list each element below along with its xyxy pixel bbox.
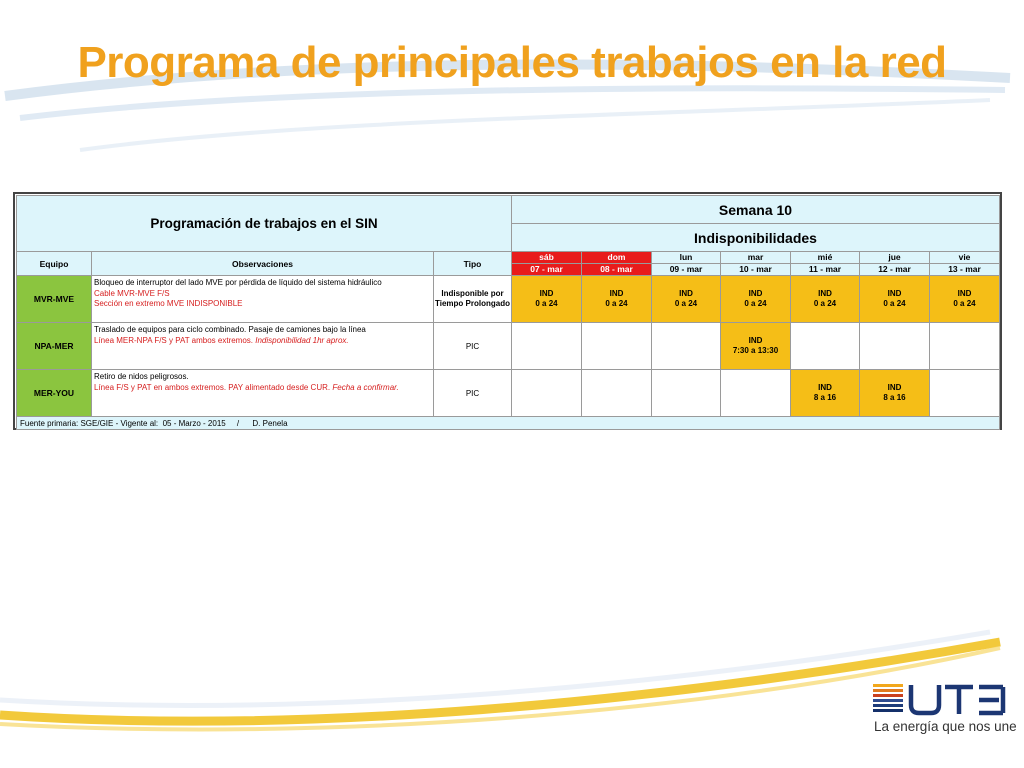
ind-hours: 0 a 24 — [744, 299, 767, 308]
tipo-cell — [434, 276, 512, 323]
col-tipo: Tipo — [434, 252, 512, 276]
day-date: 10 - mar — [721, 264, 791, 276]
obs-italic: Fecha a confirmar. — [332, 382, 399, 392]
logo-letters — [911, 685, 1003, 714]
ind-label: IND — [748, 335, 763, 345]
empty-cell — [930, 370, 1000, 417]
empty-cell — [652, 370, 721, 417]
day-name: mar — [721, 252, 791, 264]
ind-cell — [652, 276, 721, 323]
obs-italic: Indisponibilidad 1hr aprox. — [255, 335, 349, 345]
day-date: 11 - mar — [791, 264, 860, 276]
tipo-line: Tiempo Prolongado — [435, 299, 510, 308]
tipo-line: Indisponible por — [441, 288, 504, 298]
brand-slogan: La energía que nos une — [874, 719, 1017, 734]
day-date: 09 - mar — [652, 264, 721, 276]
ind-hours: 7:30 a 13:30 — [732, 346, 779, 355]
empty-cell — [582, 323, 652, 370]
empty-cell — [721, 370, 791, 417]
ind-label: IND — [818, 382, 832, 392]
empty-cell — [582, 370, 652, 417]
ind-label: IND — [539, 288, 554, 298]
tipo-cell: PIC — [434, 323, 512, 370]
equipo-cell: NPA-MER — [17, 323, 92, 370]
ind-label: IND — [609, 288, 624, 298]
day-date: 08 - mar — [582, 264, 652, 276]
day-name: vie — [930, 252, 1000, 264]
ind-hours: 8 a 16 — [813, 393, 837, 402]
table-row — [17, 323, 1000, 370]
ind-label: IND — [957, 288, 972, 298]
ind-hours: 0 a 24 — [813, 299, 837, 308]
week-label: Semana 10 — [512, 196, 1000, 224]
obs-line — [94, 383, 431, 394]
schedule-table — [16, 195, 1000, 430]
day-date: 13 - mar — [930, 264, 1000, 276]
empty-cell — [512, 370, 582, 417]
col-observaciones: Observaciones — [92, 252, 434, 276]
ind-label: IND — [887, 288, 902, 298]
ind-cell — [791, 370, 860, 417]
table-row — [17, 276, 1000, 323]
observaciones-cell — [92, 370, 434, 417]
observaciones-cell — [92, 276, 434, 323]
ind-cell — [860, 370, 930, 417]
obs-line: Sección en extremo MVE INDISPONIBLE — [94, 299, 243, 308]
ind-cell — [721, 276, 791, 323]
day-name: lun — [652, 252, 721, 264]
day-name: dom — [582, 252, 652, 264]
table-header-title: Programación de trabajos en el SIN — [17, 196, 512, 252]
ind-cell — [582, 276, 652, 323]
ind-hours: 0 a 24 — [605, 299, 628, 308]
page-title: Programa de principales trabajos en la red — [77, 38, 947, 87]
tipo-cell: PIC — [434, 370, 512, 417]
table-row — [17, 370, 1000, 417]
day-name: sáb — [512, 252, 582, 264]
ind-label: IND — [887, 382, 902, 392]
obs-line — [94, 336, 431, 347]
observaciones-cell — [92, 323, 434, 370]
obs-line: Traslado de equipos para ciclo combinado. Pasaje de camiones bajo la línea — [94, 325, 366, 334]
obs-line: Cable MVR-MVE F/S — [94, 288, 170, 298]
equipo-cell: MER-YOU — [17, 370, 92, 417]
ind-label: IND — [818, 288, 832, 298]
day-name: jue — [860, 252, 930, 264]
obs-line: Bloqueo de interruptor del lado MVE por pérdida de líquido del sistema hidráulico — [94, 278, 382, 287]
ind-hours: 8 a 16 — [883, 393, 906, 402]
obs-text: Línea MER-NPA F/S y PAT ambos extremos. — [94, 335, 254, 345]
ind-hours: 0 a 24 — [953, 299, 976, 308]
day-date: 07 - mar — [512, 264, 582, 276]
col-equipo: Equipo — [17, 252, 92, 276]
ind-hours: 0 a 24 — [883, 299, 906, 308]
ind-cell — [791, 276, 860, 323]
empty-cell — [791, 323, 860, 370]
empty-cell — [652, 323, 721, 370]
table-footer: Fuente primaria: SGE/GIE - Vigente al: 05 - Marzo - 2015 / D. Penela — [17, 417, 1000, 430]
obs-line: Retiro de nidos peligrosos. — [94, 372, 189, 381]
logo-stripes — [873, 684, 903, 712]
ind-cell — [721, 323, 791, 370]
ind-cell — [930, 276, 1000, 323]
ute-logo — [873, 683, 1007, 717]
day-date: 12 - mar — [860, 264, 930, 276]
ind-label: IND — [748, 288, 763, 298]
ind-hours: 0 a 24 — [674, 299, 698, 308]
empty-cell — [512, 323, 582, 370]
unavailability-label: Indisponibilidades — [512, 224, 1000, 252]
day-name: mié — [791, 252, 860, 264]
empty-cell — [930, 323, 1000, 370]
empty-cell — [860, 323, 930, 370]
ind-cell — [860, 276, 930, 323]
ind-cell — [512, 276, 582, 323]
ind-hours: 0 a 24 — [535, 299, 558, 308]
ind-label: IND — [679, 288, 693, 298]
equipo-cell: MVR-MVE — [17, 276, 92, 323]
obs-text: Línea F/S y PAT en ambos extremos. PAY alimentado desde CUR. — [94, 382, 331, 392]
